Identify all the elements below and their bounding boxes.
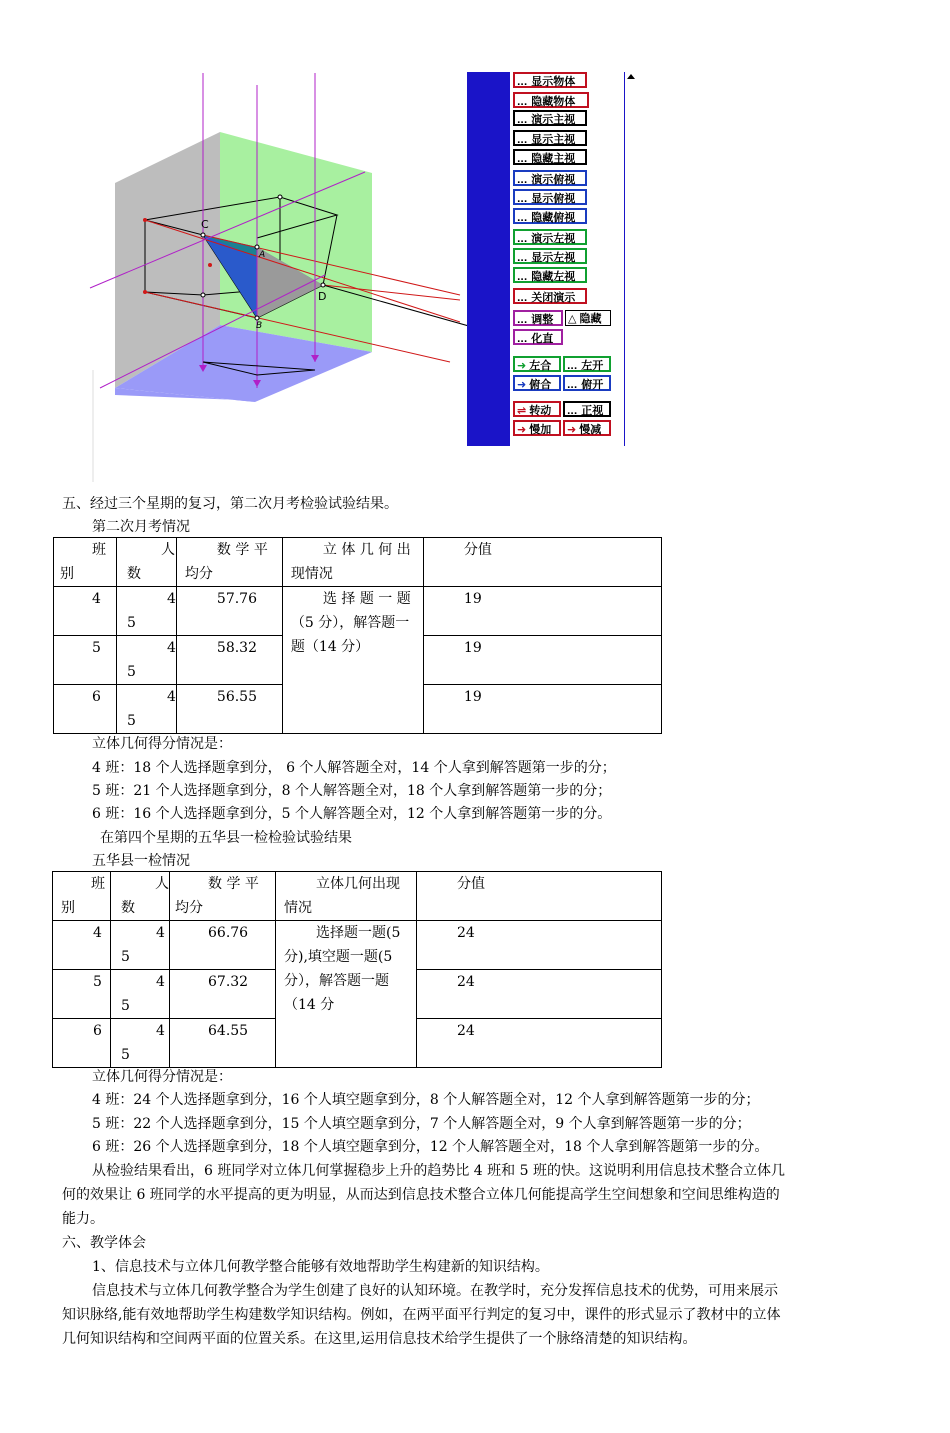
hide-front-button[interactable]: ... 隐藏主视	[513, 149, 587, 165]
arrow-right-icon: ➜	[517, 423, 527, 436]
label-d: D	[318, 290, 327, 303]
demo-left-button[interactable]: ... 演示左视	[513, 229, 587, 245]
adjust-button[interactable]: ... 调整	[513, 310, 563, 326]
show-left-button[interactable]: ... 显示左视	[513, 248, 587, 264]
close-demo-button[interactable]: ... 关闭演示	[513, 288, 587, 304]
arrow-right-icon: ➜	[517, 359, 527, 372]
left-close-button[interactable]: ➜ 左合	[513, 356, 561, 372]
table1-scores-title: 立体几何得分情况是：	[92, 736, 232, 752]
table-row: 6 4 5 64.55 24	[53, 1019, 662, 1068]
label-c: C	[201, 218, 209, 231]
label-a: A	[259, 250, 266, 260]
top-open-button[interactable]: ... 俯开	[563, 375, 611, 391]
table1-score-line: 4 班：18 个人选择题拿到分， 6 个人解答题全对，14 个人拿到解答题第一步的分；	[92, 760, 616, 776]
demo-top-button[interactable]: ... 演示俯视	[513, 170, 587, 186]
section6-para-line: 信息技术与立体几何教学整合为学生创建了良好的认知环境。在教学时，充分发挥信息技术的优势，可用来展示	[92, 1283, 778, 1299]
top-close-button[interactable]: ➜ 俯合	[513, 375, 561, 391]
rotate-button[interactable]: ⇌ 转动	[513, 401, 561, 417]
table-monthly-exam: 班 别 人 数 数 学 平 均分 立 体 几 何 出 现情况 分值 4 4 5 57.76 选 择 题 一 题 （5 分），解答题一 题（14 分） 19 5 4 5 58.32 19 6 4 5 56.55 19	[53, 537, 662, 734]
week4-line: 在第四个星期的五华县一检检验试验结果	[100, 830, 352, 846]
table-row: 5 4 5 67.32 24	[53, 970, 662, 1019]
conclusion-line: 从检验结果看出，6 班同学对立体几何掌握稳步上升的趋势比 4 班和 5 班的快。这说明利用信息技术整合立体几	[92, 1163, 785, 1179]
table-row: 4 4 5 57.76 选 择 题 一 题 （5 分），解答题一 题（14 分） 19	[54, 587, 662, 636]
table-row: 5 4 5 58.32 19	[54, 636, 662, 685]
triangle-icon: △	[568, 312, 577, 325]
conclusion-line: 能力。	[62, 1211, 104, 1227]
hide-object-button[interactable]: ... 隐藏物体	[513, 92, 589, 108]
hide-left-button[interactable]: ... 隐藏左视	[513, 267, 587, 283]
table1-title: 第二次月考情况	[92, 519, 190, 535]
table-row: 4 4 5 66.76 选择题一题(5 分),填空题一题(5 分），解答题一题 （14 分 24	[53, 921, 662, 970]
slow-sub-button[interactable]: ➜ 慢减	[563, 420, 611, 436]
table-row: 6 4 5 56.55 19	[54, 685, 662, 734]
left-open-button[interactable]: ... 左开	[563, 356, 611, 372]
table2-score-line: 6 班：26 个人选择题拿到分，18 个人填空题拿到分，12 个人解答题全对，18 个人拿到解答题第一步的分。	[92, 1139, 769, 1155]
table1-score-line: 5 班：21 个人选择题拿到分，8 个人解答题全对，18 个人拿到解答题第一步的分；	[92, 783, 612, 799]
show-front-button[interactable]: ... 显示主视	[513, 130, 587, 146]
table2-score-line: 5 班：22 个人选择题拿到分，15 个人填空题拿到分，7 个人解答题全对，9 个人拿到解答题第一步的分；	[92, 1116, 751, 1132]
show-top-button[interactable]: ... 显示俯视	[513, 189, 587, 205]
slow-add-button[interactable]: ➜ 慢加	[513, 420, 561, 436]
section6-point1: 1、信息技术与立体几何教学整合能够有效地帮助学生构建新的知识结构。	[92, 1259, 549, 1275]
section5-heading: 五、经过三个星期的复习，第二次月考检验试验结果。	[62, 496, 398, 512]
demo-front-button[interactable]: ... 演示主视	[513, 110, 587, 126]
arrow-right-icon: ➜	[517, 378, 527, 391]
conclusion-line: 何的效果让 6 班同学的水平提高的更为明显，从而达到信息技术整合立体几何能提高学生空间想象和空间思维构造的	[62, 1187, 780, 1203]
hide-top-button[interactable]: ... 隐藏俯视	[513, 208, 587, 224]
section6-heading: 六、教学体会	[62, 1235, 146, 1251]
table1-score-line: 6 班：16 个人选择题拿到分，5 个人解答题全对，12 个人拿到解答题第一步的分。	[92, 806, 612, 822]
scrollbar[interactable]	[625, 72, 637, 446]
section6-para-line: 知识脉络,能有效地帮助学生构建数学知识结构。例如，在两平面平行判定的复习中，课件的形式显示了教材中的立体	[62, 1307, 781, 1323]
label-b: B	[256, 321, 263, 331]
scroll-up-icon[interactable]	[627, 74, 635, 79]
front-view-button[interactable]: ... 正视	[563, 401, 611, 417]
table2-scores-title: 立体几何得分情况是：	[92, 1069, 232, 1085]
table-county-exam: 班 别 人 数 数 学 平 均分 立体几何出现 情况 分值 4 4 5 66.76 选择题一题(5 分),填空题一题(5 分），解答题一题 （14 分 24 5 4 5 67.32 24 6 4 5 64.55 24	[52, 871, 662, 1068]
straighten-button[interactable]: ... 化直	[513, 329, 563, 345]
swap-icon: ⇌	[517, 404, 527, 417]
hide-button[interactable]: △ 隐藏	[565, 310, 611, 326]
show-object-button[interactable]: ... 显示物体	[513, 72, 587, 88]
table2-score-line: 4 班：24 个人选择题拿到分，16 个人填空题拿到分，8 个人解答题全对，12 个人拿到解答题第一步的分；	[92, 1092, 760, 1108]
arrow-right-icon: ➜	[567, 423, 577, 436]
table2-title: 五华县一检情况	[92, 853, 190, 869]
section6-para-line: 几何知识结构和空间两平面的位置关系。在这里,运用信息技术给学生提供了一个脉络清楚的知识结构。	[62, 1331, 697, 1347]
